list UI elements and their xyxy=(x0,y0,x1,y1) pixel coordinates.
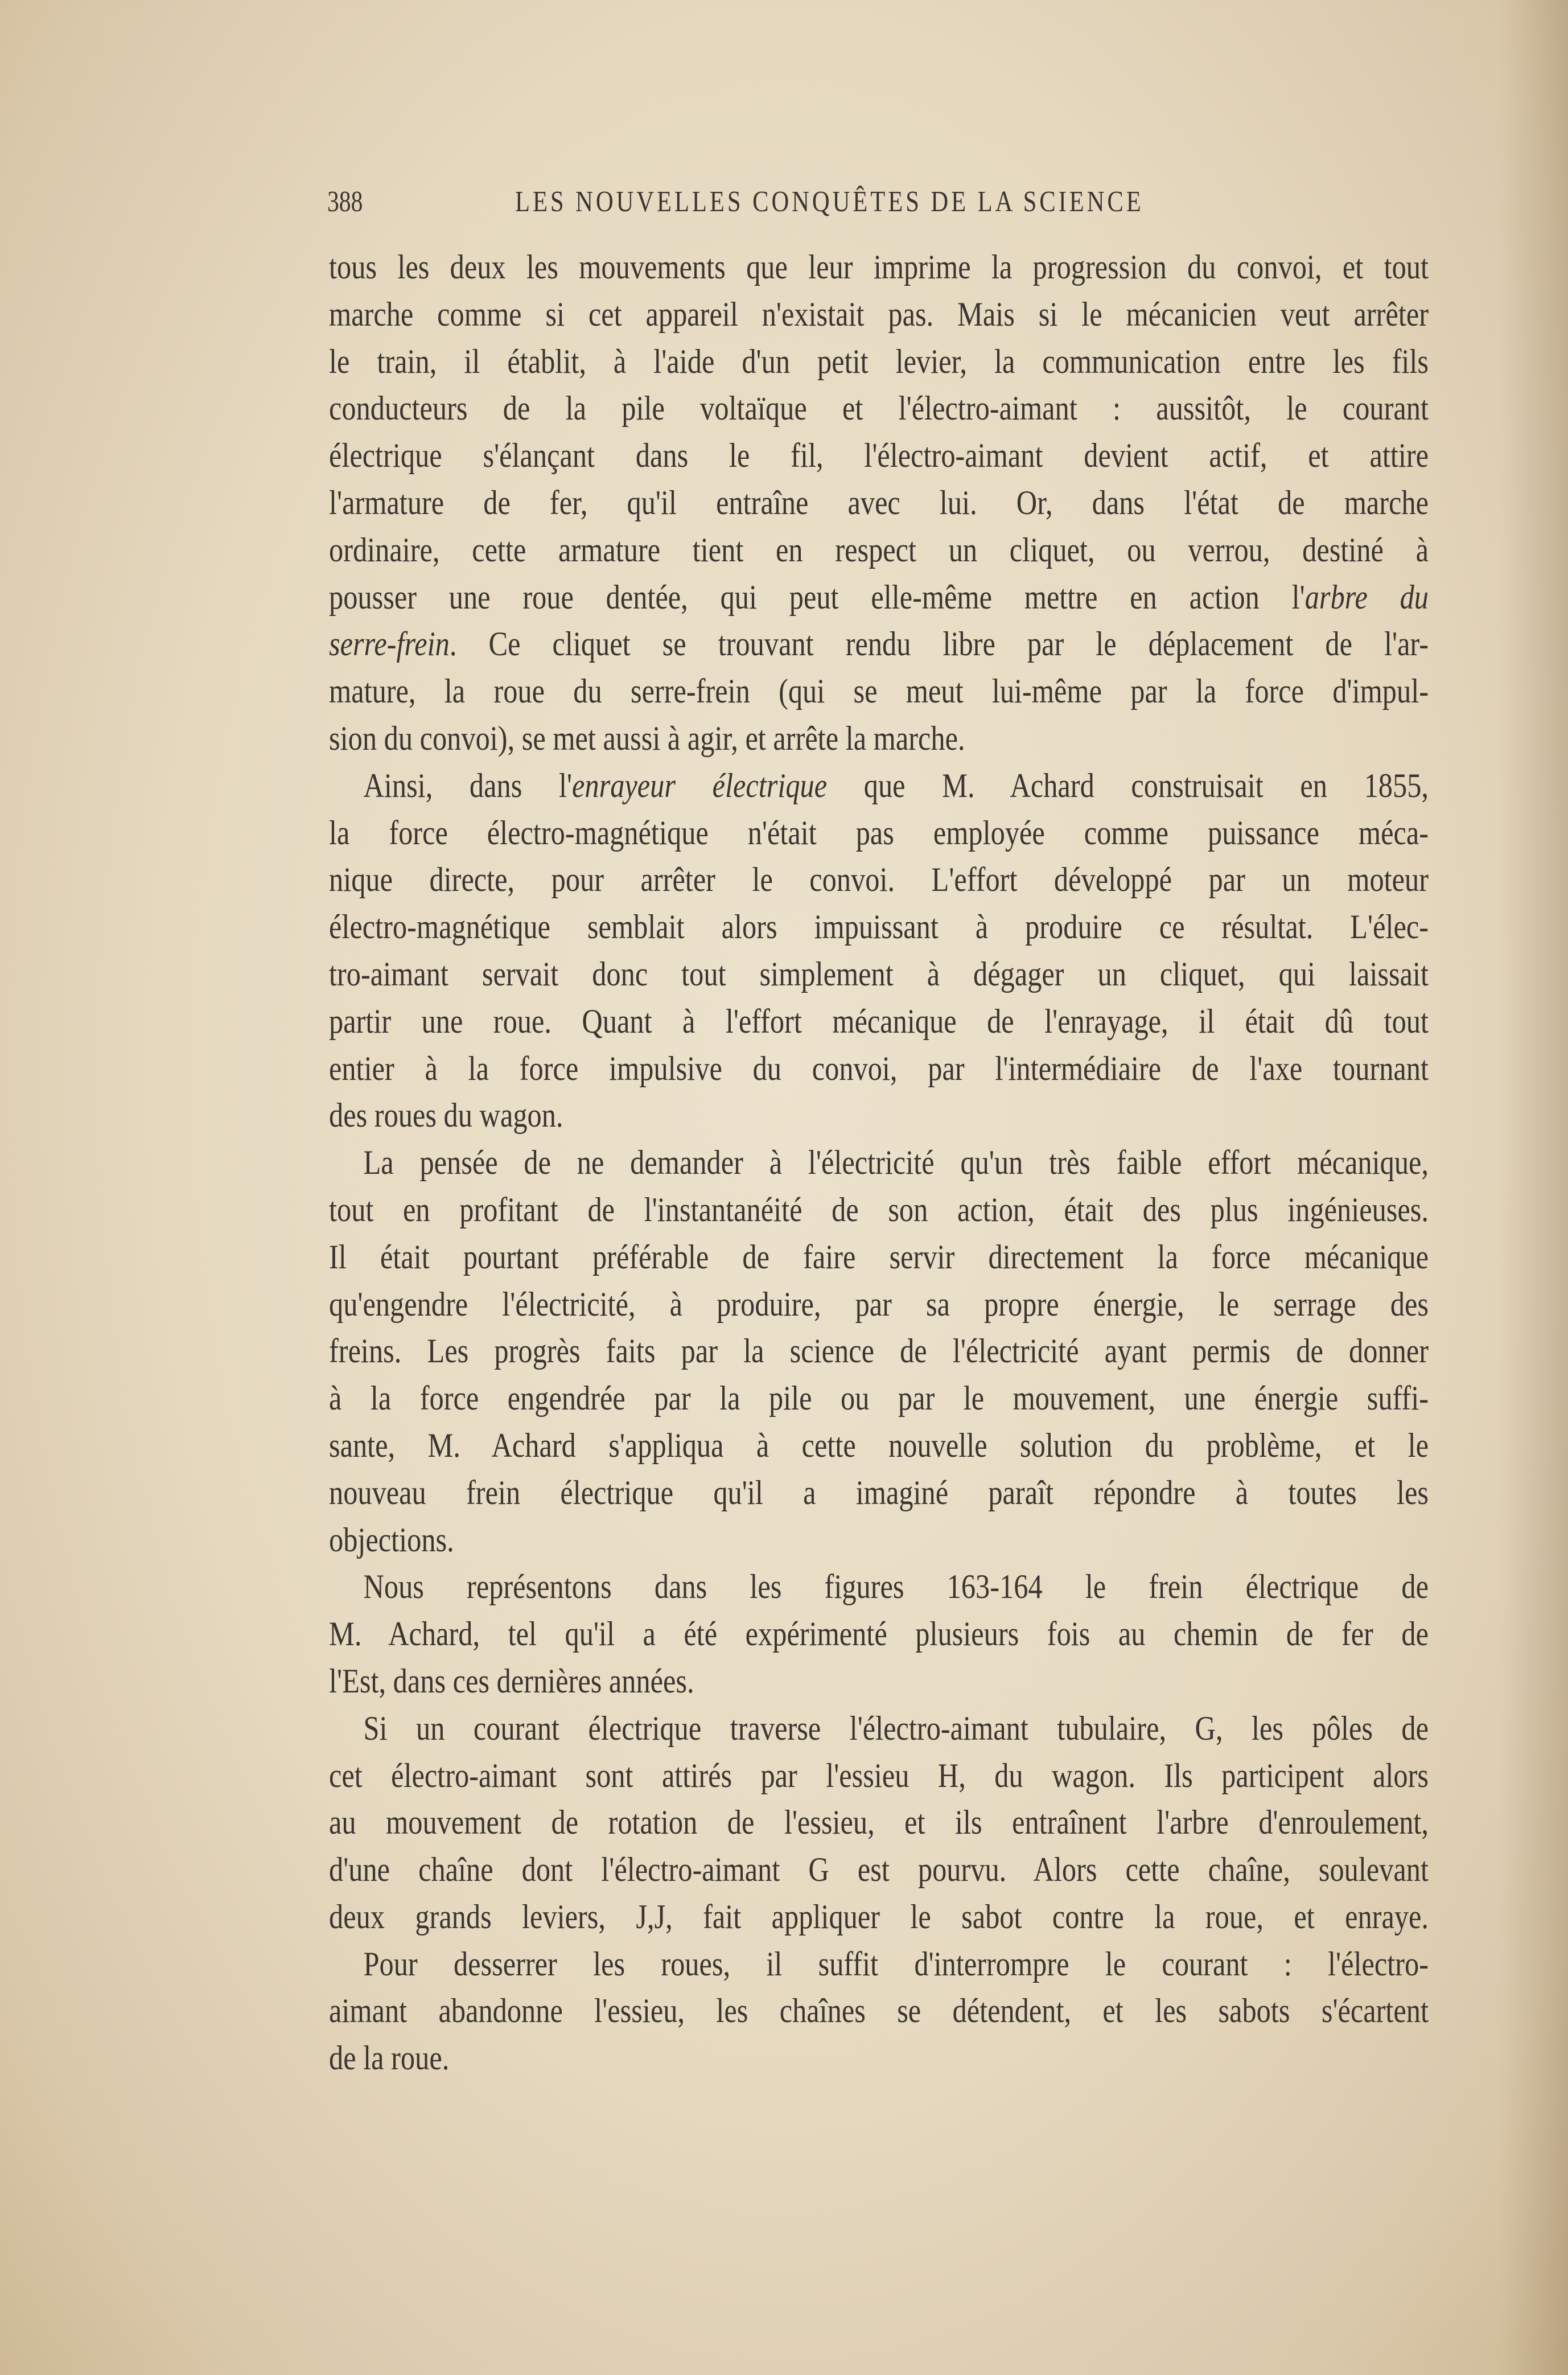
text-segment: deux grands leviers, J,J, fait appliquer le sabot contre la roue, et enraye. xyxy=(329,1897,1429,1936)
text-line xyxy=(329,2035,1429,2082)
text-segment: au mouvement de rotation de l'essieu, et ils entraînent l'arbre d'enroulement, xyxy=(329,1803,1429,1842)
text-line xyxy=(329,621,1429,668)
text-line xyxy=(329,1987,1429,2035)
text-line xyxy=(329,432,1429,479)
text-segment: sante, M. Achard s'appliqua à cette nouvelle solution du problème, et le xyxy=(329,1426,1429,1464)
text-segment: Pour desserrer les roues, il suffit d'interrompre le courant : l'électro- xyxy=(363,1945,1429,1983)
text-segment: Si un courant électrique traverse l'électro-aimant tubulaire, G, les pôles de xyxy=(363,1709,1429,1747)
text-line xyxy=(329,1705,1429,1752)
body-text xyxy=(329,244,1568,2082)
text-segment: nouveau frein électrique qu'il a imaginé paraît répondre à toutes les xyxy=(329,1473,1429,1511)
text-segment: mature, la roue du serre-frein (qui se meut lui-même par la force d'impul- xyxy=(329,672,1429,710)
text-segment: électrique s'élançant dans le fil, l'électro-aimant devient actif, et attire xyxy=(329,437,1429,475)
text-line xyxy=(329,1469,1429,1517)
text-segment: La pensée de ne demander à l'électricité qu'un très faible effort mécanique, xyxy=(363,1144,1429,1182)
text-segment: des roues du wagon. xyxy=(329,1096,563,1135)
text-segment: aimant abandonne l'essieu, les chaînes se détendent, et les sabots s'écartent xyxy=(329,1992,1429,2030)
text-segment: ordinaire, cette armature tient en respect un cliquet, ou verrou, destiné à xyxy=(329,531,1429,569)
text-segment: conducteurs de la pile voltaïque et l'électro-aimant : aussitôt, le courant xyxy=(329,389,1429,428)
text-line xyxy=(329,1139,1429,1186)
text-segment: Il était pourtant préférable de faire servir directement la force mécanique xyxy=(329,1238,1429,1276)
text-segment: tout en profitant de l'instantanéité de son action, était des plus ingénieuses. xyxy=(329,1190,1429,1228)
text-line xyxy=(329,1517,1429,1564)
text-segment: sion du convoi), se met aussi à agir, et arrête la marche. xyxy=(329,719,965,757)
text-line xyxy=(329,574,1429,621)
text-line xyxy=(329,291,1429,338)
text-line xyxy=(329,1375,1429,1422)
text-segment: à la force engendrée par la pile ou par le mouvement, une énergie suffi- xyxy=(329,1379,1429,1417)
text-segment: que M. Achard construisait en 1855, xyxy=(827,766,1429,804)
text-line xyxy=(329,668,1429,715)
text-line xyxy=(329,1092,1429,1139)
text-segment: électro-magnétique semblait alors impuissant à produire ce résultat. L'élec- xyxy=(329,908,1429,946)
text-segment: cet électro-aimant sont attirés par l'essieu H, du wagon. Ils participent alors xyxy=(329,1756,1429,1794)
page-header xyxy=(327,185,1429,225)
text-segment: qu'engendre l'électricité, à produire, par sa propre énergie, le serrage des xyxy=(329,1285,1429,1323)
text-line xyxy=(329,810,1429,857)
text-segment: la force électro-magnétique n'était pas employée comme puissance méca- xyxy=(329,813,1429,852)
text-line xyxy=(329,479,1429,527)
text-line xyxy=(329,1846,1429,1893)
text-line xyxy=(329,1234,1429,1281)
text-segment: . Ce cliquet se trouvant rendu libre par le déplacement de l'ar- xyxy=(449,625,1429,663)
text-segment: objections. xyxy=(329,1521,454,1559)
text-line xyxy=(329,1610,1429,1658)
page-number: 388 xyxy=(327,186,363,218)
text-segment: le train, il établit, à l'aide d'un petit levier, la communication entre les fils xyxy=(329,342,1429,380)
text-segment: l'armature de fer, qu'il entraîne avec lui. Or, dans l'état de marche xyxy=(329,483,1429,521)
text-line xyxy=(329,1045,1429,1092)
text-line xyxy=(329,1658,1429,1705)
text-line xyxy=(329,998,1429,1045)
text-line xyxy=(329,715,1429,762)
text-segment: de la roue. xyxy=(329,2039,450,2077)
text-line xyxy=(329,1799,1429,1846)
italic-text: enrayeur électrique xyxy=(572,766,828,804)
text-line xyxy=(329,762,1429,810)
italic-text: arbre du xyxy=(1304,578,1429,616)
italic-text: serre-frein xyxy=(329,625,450,663)
text-segment: Ainsi, dans l' xyxy=(363,766,573,804)
text-segment: entier à la force impulsive du convoi, par l'intermédiaire de l'axe tournant xyxy=(329,1049,1429,1087)
text-segment: d'une chaîne dont l'électro-aimant G est pourvu. Alors cette chaîne, soulevant xyxy=(329,1851,1429,1889)
text-segment: tous les deux les mouvements que leur imprime la progression du convoi, et tout xyxy=(329,248,1429,286)
text-line xyxy=(329,1752,1429,1799)
text-line xyxy=(329,1422,1429,1469)
text-line xyxy=(329,1281,1429,1328)
text-line xyxy=(329,244,1429,291)
text-line xyxy=(329,1941,1429,1988)
text-line xyxy=(329,1893,1429,1941)
text-line xyxy=(329,903,1429,951)
text-line xyxy=(329,1186,1429,1234)
text-line xyxy=(329,338,1429,385)
text-segment: tro-aimant servait donc tout simplement à dégager un cliquet, qui laissait xyxy=(329,955,1429,993)
text-segment: nique directe, pour arrêter le convoi. L'effort développé par un moteur xyxy=(329,861,1429,899)
text-segment: freins. Les progrès faits par la science de l'électricité ayant permis de donner xyxy=(329,1332,1429,1370)
text-line xyxy=(329,527,1429,574)
text-segment: marche comme si cet appareil n'existait pas. Mais si le mécanicien veut arrêter xyxy=(329,295,1429,333)
text-segment: l'Est, dans ces dernières années. xyxy=(329,1662,694,1700)
text-line xyxy=(329,951,1429,998)
text-segment: partir une roue. Quant à l'effort mécanique de l'enrayage, il était dû tout xyxy=(329,1002,1429,1040)
text-line xyxy=(329,1563,1429,1610)
text-segment: pousser une roue dentée, qui peut elle-même mettre en action l' xyxy=(329,578,1305,616)
text-line xyxy=(329,856,1429,903)
running-title: LES NOUVELLES CONQUÊTES DE LA SCIENCE xyxy=(515,186,1144,218)
text-line xyxy=(329,1328,1429,1375)
text-segment: Nous représentons dans les figures 163-164 le frein électrique de xyxy=(363,1568,1429,1606)
text-line xyxy=(329,385,1429,432)
text-segment: M. Achard, tel qu'il a été expérimenté plusieurs fois au chemin de fer de xyxy=(329,1615,1429,1653)
